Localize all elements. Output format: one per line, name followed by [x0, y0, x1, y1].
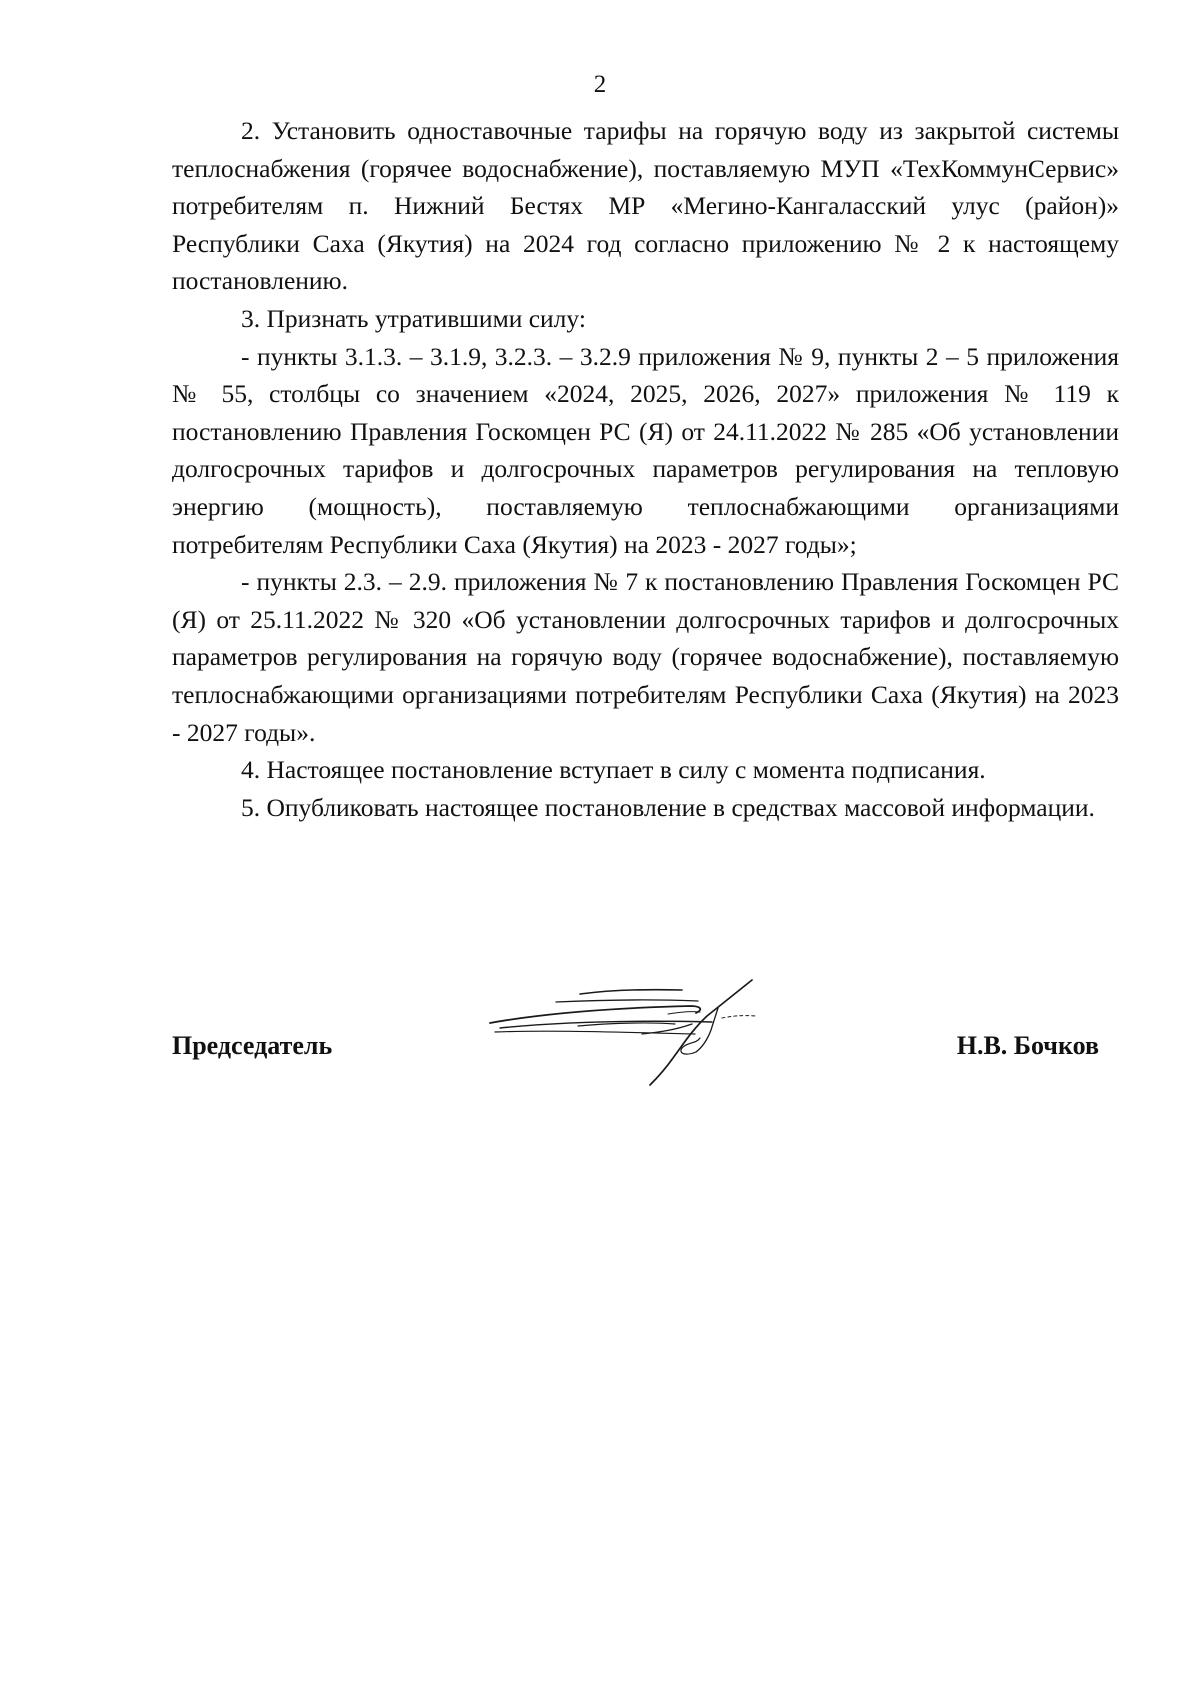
signatory-name: Н.В. Бочков [956, 1031, 1099, 1060]
paragraph-publish: 5. Опубликовать настоящее постановление в средствах массовой информации. [241, 792, 1095, 822]
paragraph-repeal-item-2: - пункты 2.3. – 2.9. приложения № 7 к постановлению Правления Госкомцен РС (Я) от 25.11.2022 № 320 «Об установлении долгосрочных тарифов и долгосрочных параметров регулирования на горячую воду (горячее водоснабжение), поставляемую теплоснабжающими организациями потребителям Республики Саха (Якутия) на 2023 - 2027 годы». [172, 567, 1119, 747]
paragraph-repeal-heading: 3. Признать утратившими силу: [241, 303, 586, 333]
signature-block [172, 1026, 1099, 1066]
paragraph-effective-date: 4. Настоящее постановление вступает в силу с момента подписания. [241, 755, 986, 785]
paragraph-repeal-item-1: - пункты 3.1.3. – 3.1.9, 3.2.3. – 3.2.9 приложения № 9, пункты 2 – 5 приложения № 55, столбцы со значением «2024, 2025, 2026, 2027» приложения № 119 к постановлению Правления Госкомцен РС (Я) от 24.11.2022 № 285 «Об установлении долгосрочных тарифов и долгосрочных параметров регулирования на тепловую энергию (мощность), поставляемую теплоснабжающими организациями потребителям Республики Саха (Якутия) на 2023 - 2027 годы»; [172, 341, 1119, 559]
page-number: 2 [593, 71, 607, 98]
signatory-title: Председатель [172, 1031, 333, 1060]
paragraph-tariffs: 2. Установить одноставочные тарифы на горячую воду из закрытой системы теплоснабжения (горячее водоснабжение), поставляемую МУП «ТехКоммунСервис» потребителям п. Нижний Бестях МР «Мегино-Кангаласский улус (район)» Республики Саха (Якутия) на 2024 год согласно приложению № 2 к настоящему постановлению. [172, 116, 1119, 296]
document-body [172, 112, 1119, 826]
